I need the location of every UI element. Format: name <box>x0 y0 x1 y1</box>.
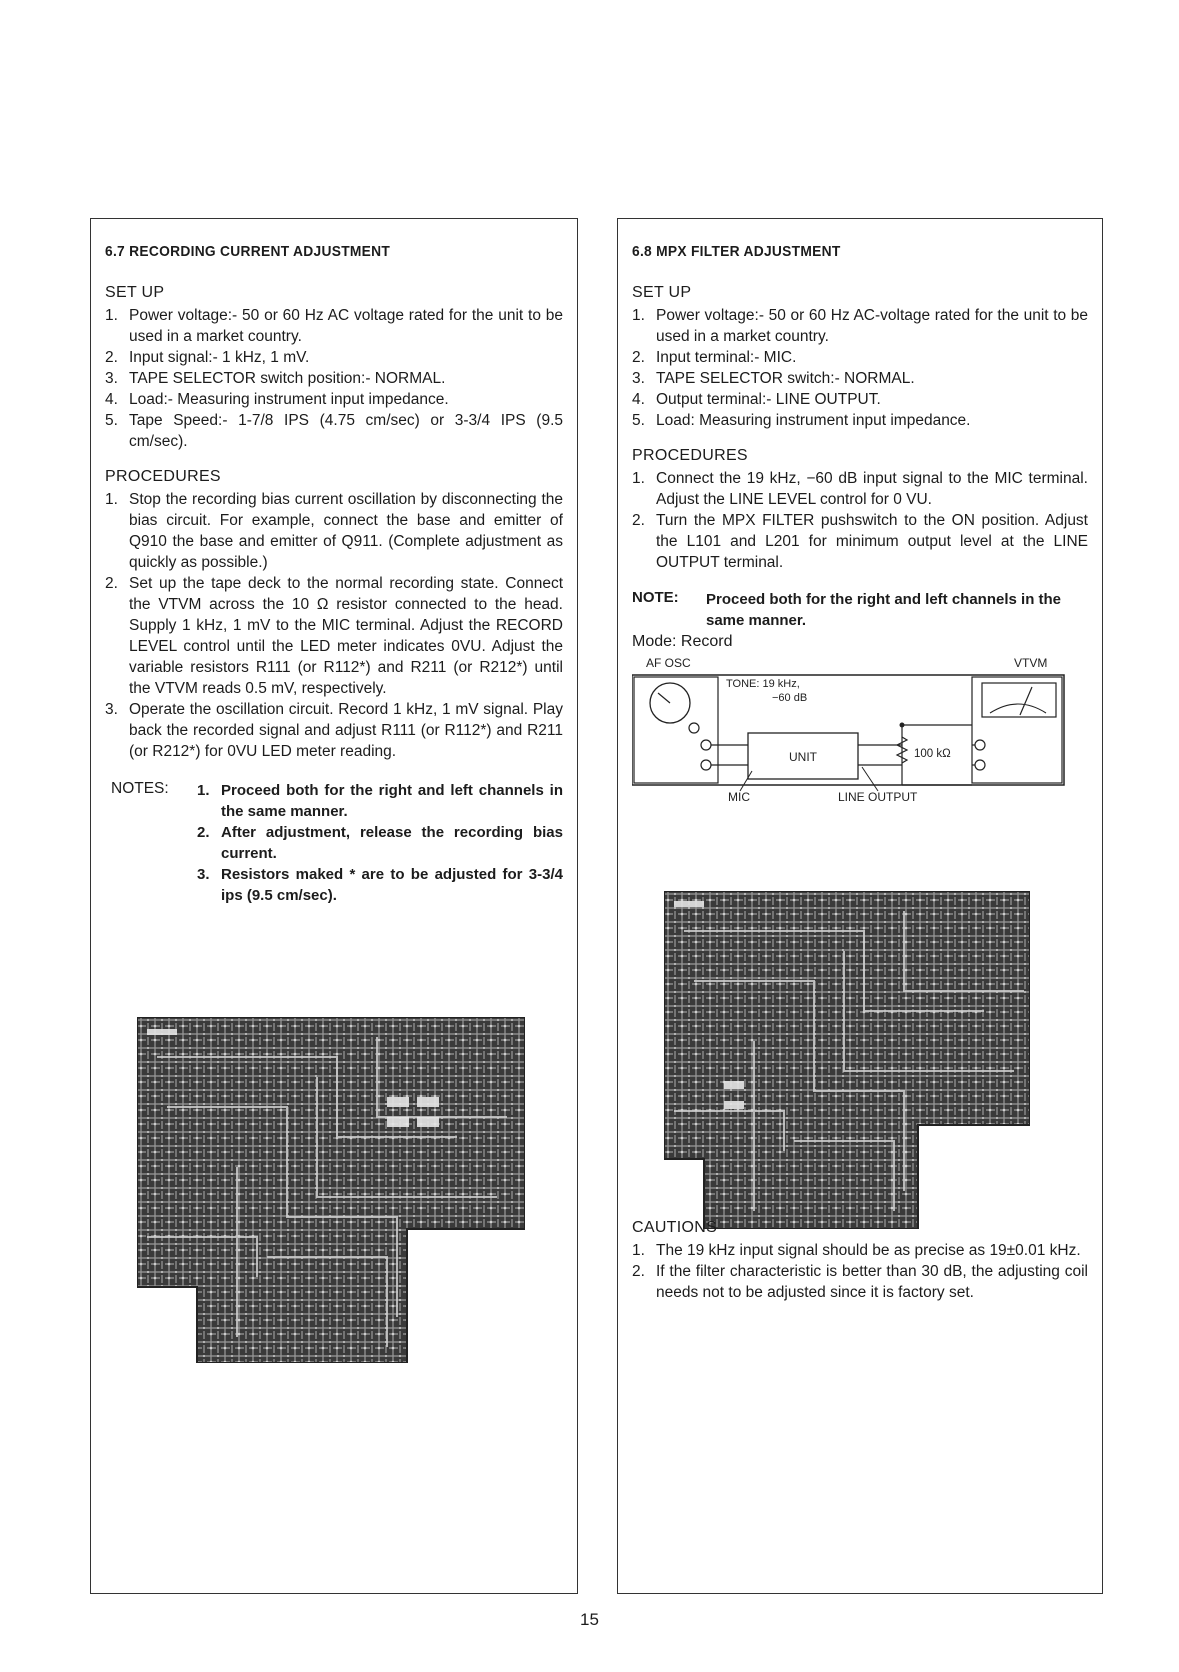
section-title-recording-current: 6.7 RECORDING CURRENT ADJUSTMENT <box>105 243 391 260</box>
procedures-list <box>632 468 1088 573</box>
list-item: 3. Operate the oscillation circuit. Record 1 kHz, 1 mV signal. Play back the recorded signal and adjust R111 (or R112*) and R211 (or R212*) for 0VU LED meter reading. <box>105 701 563 760</box>
procedures-heading: PROCEDURES <box>105 468 221 485</box>
vtvm-box <box>972 677 1062 783</box>
cautions-heading: CAUTIONS <box>632 1219 718 1236</box>
list-item: 1. The 19 kHz input signal should be as precise as 19±0.01 kHz. <box>632 1242 1081 1259</box>
list-item: 3. TAPE SELECTOR switch:- NORMAL. <box>632 370 915 387</box>
list-item: 2. Input signal:- 1 kHz, 1 mV. <box>105 349 310 366</box>
mic-label: MIC <box>728 790 750 803</box>
notes-label: NOTES: <box>111 780 169 797</box>
left-column <box>90 218 578 1594</box>
list-item: 2. Turn the MPX FILTER pushswitch to the ON position. Adjust the L101 and L201 for minimum output level at the LINE OUTPUT terminal. <box>632 512 1088 571</box>
procedures-heading: PROCEDURES <box>632 447 748 464</box>
tone-level-label: −60 dB <box>772 692 808 704</box>
line-output-label: LINE OUTPUT <box>838 790 918 803</box>
list-item: 1. Proceed both for the right and left channels in the same manner. <box>197 782 563 820</box>
setup-heading: SET UP <box>632 284 692 301</box>
setup-heading: SET UP <box>105 284 165 301</box>
cautions-list <box>632 1240 1088 1303</box>
list-item: 4. Load:- Measuring instrument input impedance. <box>105 391 449 408</box>
list-item: 4. Output terminal:- LINE OUTPUT. <box>632 391 881 408</box>
right-column <box>617 218 1103 1594</box>
list-item: 1. Power voltage:- 50 or 60 Hz AC-voltage rated for the unit to be used in a market country. <box>632 307 1088 345</box>
list-item: 2. If the filter characteristic is better than 30 dB, the adjusting coil needs not to be adjusted since it is factory set. <box>632 1263 1088 1301</box>
list-item: 3. Resistors maked * are to be adjusted for 3-3/4 ips (9.5 cm/sec). <box>197 866 563 904</box>
list-item: 3. TAPE SELECTOR switch position:- NORMAL. <box>105 370 446 387</box>
notes-block <box>105 780 563 906</box>
connection-diagram <box>632 653 1080 803</box>
list-item: 2. Input terminal:- MIC. <box>632 349 797 366</box>
setup-list <box>105 305 563 452</box>
page-number: 15 <box>580 1610 599 1629</box>
list-item: 1. Power voltage:- 50 or 60 Hz AC voltage rated for the unit to be used in a market country. <box>105 307 563 345</box>
note-label: NOTE: <box>632 589 679 606</box>
unit-label: UNIT <box>789 750 817 764</box>
mic-terminal-top <box>701 740 711 750</box>
vtvm-terminal-top <box>975 740 985 750</box>
pcb-board-photo <box>664 891 1030 1229</box>
note-text: Proceed both for the right and left channels in the same manner. <box>706 591 1062 629</box>
resistor-label: 100 kΩ <box>914 748 951 760</box>
section-title-mpx-filter: 6.8 MPX FILTER ADJUSTMENT <box>632 243 841 260</box>
procedures-list <box>105 489 563 762</box>
list-item: 5. Tape Speed:- 1-7/8 IPS (4.75 cm/sec) or 3-3/4 IPS (9.5 cm/sec). <box>105 412 563 450</box>
setup-list <box>632 305 1088 431</box>
list-item: 5. Load: Measuring instrument input impedance. <box>632 412 971 429</box>
mode-label: Mode: Record <box>632 633 733 650</box>
tone-label: TONE: 19 kHz, <box>726 678 800 690</box>
list-item: 2. Set up the tape deck to the normal recording state. Connect the VTVM across the 10 Ω resistor connected to the head. Supply 1 kHz, 1 mV to the MIC terminal. Adjust the RECORD LEVEL control until the LED meter indicates 0VU. Adjust the variable resistors R111 (or R112*) and R211 (or R212*) until the VTVM reads 0.5 mV, respectively. <box>105 575 563 697</box>
list-item: 1. Connect the 19 kHz, −60 dB input signal to the MIC terminal. Adjust the LINE LEVEL control for 0 VU. <box>632 470 1088 508</box>
vtvm-terminal-bottom <box>975 760 985 770</box>
osc-output-terminal <box>689 723 699 733</box>
note-block <box>632 589 1088 631</box>
pcb-board-photo <box>137 1017 525 1363</box>
list-item: 1. Stop the recording bias current oscillation by disconnecting the bias circuit. For example, connect the base and emitter of Q910 the base and emitter of Q911. (Complete adjustment as quickly as possible.) <box>105 491 563 571</box>
vtvm-label: VTVM <box>1014 656 1048 670</box>
mic-terminal-bottom <box>701 760 711 770</box>
af-osc-label: AF OSC <box>646 656 691 670</box>
list-item: 2. After adjustment, release the recording bias current. <box>197 824 563 862</box>
